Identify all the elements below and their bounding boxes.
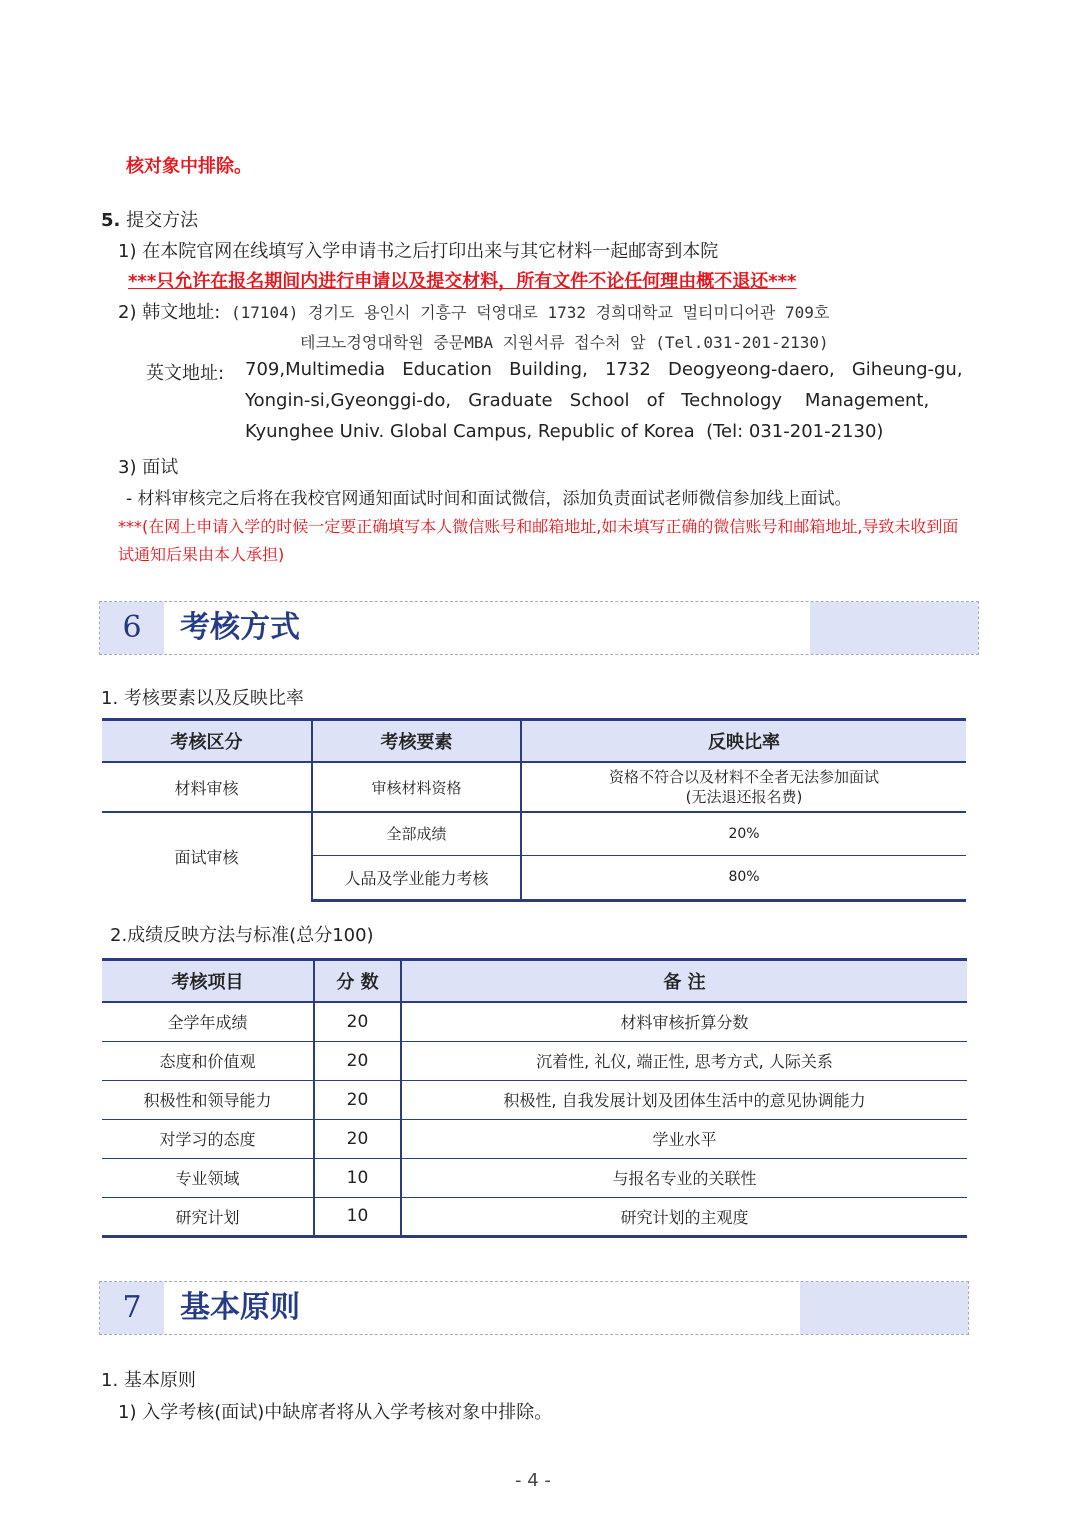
english-address-line1: 709,Multimedia Education Building, 1732 Deogyeong-daero, Giheung-gu,	[245, 359, 963, 380]
table1-cell-ratio	[521, 762, 966, 812]
table2-cell: 研究计划的主观度	[401, 1197, 967, 1236]
table2-header-remark: 备 注	[401, 960, 967, 1003]
assessment-ratio-table	[102, 718, 966, 902]
section7-header	[99, 1281, 969, 1335]
table2-cell: 10	[314, 1158, 401, 1197]
korean-address-line1: (17104) 경기도 용인시 기흥구 덕영대로 1732 경희대학교 멀티미디어관 709호	[231, 303, 830, 322]
table2-cell: 全学年成绩	[102, 1002, 314, 1041]
section7-header-accent	[800, 1282, 968, 1334]
section5-item1: 1) 在本院官网在线填写入学申请书之后打印出来与其它材料一起邮寄到本院	[118, 241, 719, 262]
page-number: - 4 -	[515, 1470, 551, 1491]
table2-header-score: 分 数	[314, 960, 401, 1003]
section7-number: 7	[100, 1282, 164, 1334]
table2-cell: 与报名专业的关联性	[401, 1158, 967, 1197]
korean-address-label: 2) 韩文地址:	[118, 302, 221, 323]
section5-number: 5.	[101, 210, 121, 231]
section6-number: 6	[100, 602, 164, 654]
table1-cell: 80%	[521, 855, 966, 900]
table2-cell: 20	[314, 1002, 401, 1041]
table2-cell: 专业领域	[102, 1158, 314, 1197]
table1-header-element: 考核要素	[312, 720, 521, 763]
table1-cell: 全部成绩	[312, 812, 521, 855]
table2-cell: 对学习的态度	[102, 1119, 314, 1158]
table1-ratio-line1: 资格不符合以及材料不全者无法参加面试	[608, 768, 879, 786]
english-address-label: 英文地址:	[146, 363, 225, 384]
table2-cell: 积极性和领导能力	[102, 1080, 314, 1119]
table2-cell: 研究计划	[102, 1197, 314, 1236]
table1-cell: 材料审核	[102, 762, 312, 812]
table1-header-ratio: 反映比率	[521, 720, 966, 763]
table2-header-item: 考核项目	[102, 960, 314, 1003]
table1-cell: 人品及学业能力考核	[312, 855, 521, 900]
table1-cell: 面试审核	[102, 812, 312, 900]
section5-note-line1: ***(在网上申请入学的时候一定要正确填写本人微信账号和邮箱地址,如未填写正确的微信账号和邮箱地址,导致未收到面	[118, 517, 959, 536]
score-criteria-table	[102, 958, 967, 1238]
table2-cell: 沉着性, 礼仪, 端正性, 思考方式, 人际关系	[401, 1041, 967, 1080]
section5-item3-desc: - 材料审核完之后将在我校官网通知面试时间和面试微信，添加负责面试老师微信参加线上面试。	[126, 489, 852, 509]
section5-title: 提交方法	[126, 210, 199, 231]
table2-cell: 积极性, 自我发展计划及团体生活中的意见协调能力	[401, 1080, 967, 1119]
section6-header	[99, 601, 979, 655]
section6-title: 考核方式	[180, 610, 300, 645]
section6-sub1: 1. 考核要素以及反映比率	[101, 688, 304, 709]
korean-address-line2: 테크노경영대학원 중문MBA 지원서류 접수처 앞 (Tel.031-201-2130)	[300, 333, 829, 352]
table2-cell: 材料审核折算分数	[401, 1002, 967, 1041]
section6-header-accent	[810, 602, 978, 654]
section7-title: 基本原则	[180, 1290, 300, 1325]
section7-item1: 1) 入学考核(面试)中缺席者将从入学考核对象中排除。	[118, 1402, 553, 1423]
table1-cell: 审核材料资格	[312, 762, 521, 812]
table2-cell: 态度和价值观	[102, 1041, 314, 1080]
section5-note-line2: 试通知后果由本人承担)	[118, 545, 285, 564]
table1-header-category: 考核区分	[102, 720, 312, 763]
english-address-line2: Yongin-si,Gyeonggi-do, Graduate School of Technology Management,	[245, 390, 930, 411]
section5-warning: ***只允许在报名期间内进行申请以及提交材料，所有文件不论任何理由概不退还***	[128, 271, 797, 292]
section5-heading	[101, 206, 198, 232]
table2-cell: 20	[314, 1119, 401, 1158]
table1-cell: 20%	[521, 812, 966, 855]
table2-cell: 20	[314, 1080, 401, 1119]
section5-item3: 3) 面试	[118, 457, 179, 478]
table2-cell: 20	[314, 1041, 401, 1080]
table2-cell: 学业水平	[401, 1119, 967, 1158]
section6-sub2: 2.成绩反映方法与标准(总分100)	[110, 925, 374, 946]
section7-sub1: 1. 基本原则	[101, 1370, 196, 1391]
table1-ratio-line2: (无法退还报名费)	[685, 788, 803, 806]
english-address-line3: Kyunghee Univ. Global Campus, Republic of Korea (Tel: 031-201-2130)	[245, 421, 884, 442]
table2-cell: 10	[314, 1197, 401, 1236]
top-note: 核对象中排除。	[126, 156, 252, 177]
